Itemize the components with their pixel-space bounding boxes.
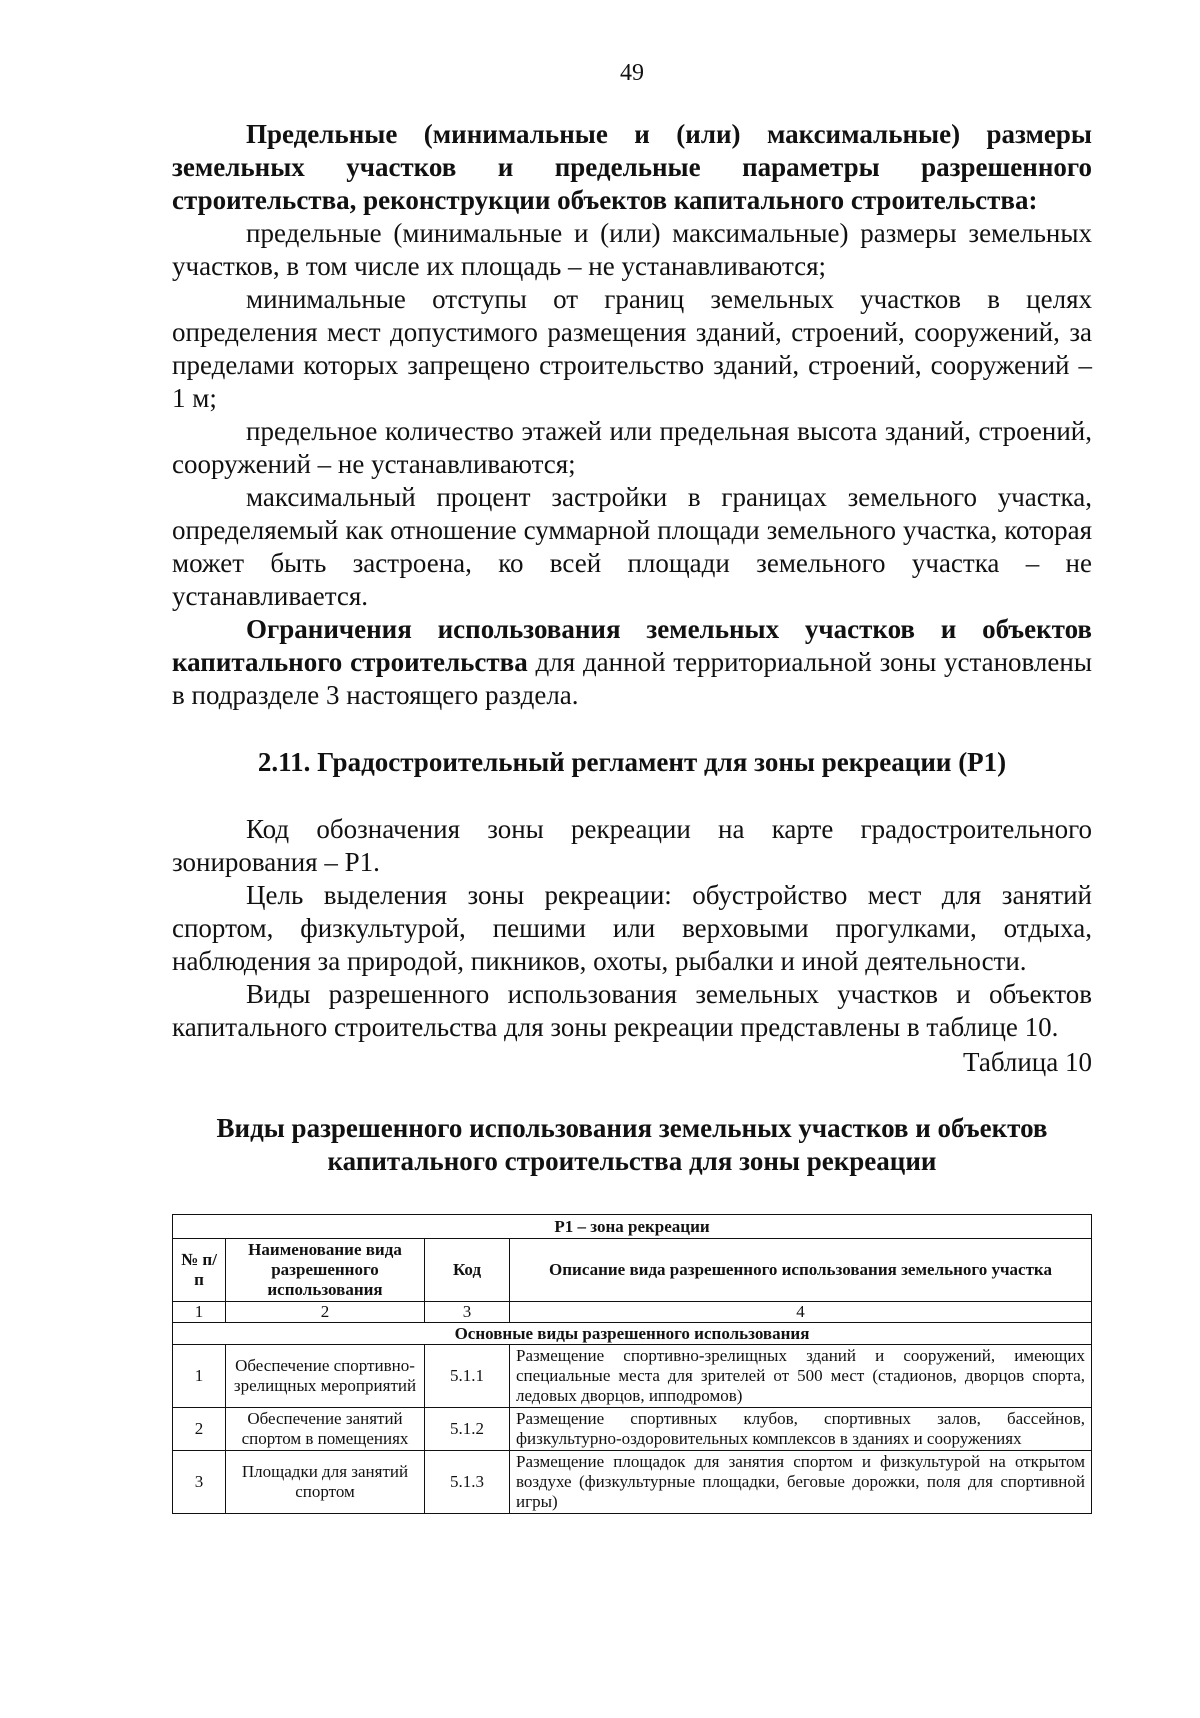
header-name: Наименование вида разрешенного использования [226, 1239, 425, 1302]
header-number: № п/п [173, 1239, 226, 1302]
table-column-numbers-row [173, 1302, 1092, 1323]
table-title: Виды разрешенного использования земельных участков и объектов капитального строительства для зоны рекреации [216, 1113, 1048, 1176]
paragraph-restrictions [172, 613, 1092, 712]
row-description: Размещение спортивно-зрелищных зданий и сооружений, имеющих специальные места для зрителей от 500 мест (стадионов, дворцов спорта, ледовых дворцов, ипподромов) [510, 1345, 1092, 1408]
table-row [173, 1345, 1092, 1408]
header-code: Код [425, 1239, 510, 1302]
table-zone-header-row [173, 1215, 1092, 1239]
row-code: 5.1.3 [425, 1451, 510, 1514]
paragraph-zone-code: Код обозначения зоны рекреации на карте градостроительного зонирования – Р1. [172, 814, 1092, 877]
table-row [173, 1451, 1092, 1514]
row-code: 5.1.2 [425, 1408, 510, 1451]
row-number: 2 [173, 1408, 226, 1451]
row-number: 1 [173, 1345, 226, 1408]
column-number: 2 [226, 1302, 425, 1323]
paragraph-setbacks: минимальные отступы от границ земельных участков в целях определения мест допустимого размещения зданий, строений, сооружений, за пределами которых запрещено строительство зданий, строений, сооружений – 1 м; [172, 284, 1092, 413]
row-name: Обеспечение занятий спортом в помещениях [226, 1408, 425, 1451]
row-name: Площадки для занятий спортом [226, 1451, 425, 1514]
paragraph-zone-purpose: Цель выделения зоны рекреации: обустройство мест для занятий спортом, физкультурой, пешими или верховыми прогулками, отдыха, наблюдения за природой, пикников, охоты, рыбалки и иной деятельности. [172, 880, 1092, 976]
column-number: 1 [173, 1302, 226, 1323]
header-description: Описание вида разрешенного использования земельного участка [510, 1239, 1092, 1302]
row-code: 5.1.1 [425, 1345, 510, 1408]
table-row [173, 1408, 1092, 1451]
group-label: Основные виды разрешенного использования [173, 1323, 1092, 1345]
paragraph-building-percent: максимальный процент застройки в границах земельного участка, определяемый как отношение суммарной площади земельного участка, которая может быть застроена, ко всей площади земельного участка – не устанавливается. [172, 482, 1092, 611]
permitted-use-table [172, 1214, 1092, 1514]
table-caption: Таблица 10 [963, 1047, 1092, 1077]
restrictions-bold-text: Ограничения использования земельных участков и объектов капитального строительства [172, 614, 1092, 677]
restrictions-text: для данной территориальной зоны установлены в подразделе 3 настоящего раздела. [172, 647, 1092, 710]
paragraph-floors: предельное количество этажей или предельная высота зданий, строений, сооружений – не устанавливаются; [172, 416, 1092, 479]
column-number: 3 [425, 1302, 510, 1323]
column-number: 4 [510, 1302, 1092, 1323]
table-header-row [173, 1239, 1092, 1302]
page-number: 49 [620, 60, 644, 86]
paragraph-plot-sizes: предельные (минимальные и (или) максимальные) размеры земельных участков, в том числе их площадь – не устанавливаются; [172, 218, 1092, 281]
paragraph-table-reference: Виды разрешенного использования земельных участков и объектов капитального строительства для зоны рекреации представлены в таблице 10. [172, 979, 1092, 1042]
table-group-row [173, 1323, 1092, 1345]
row-number: 3 [173, 1451, 226, 1514]
row-description: Размещение площадок для занятия спортом и физкультурой на открытом воздухе (физкультурные площадки, беговые дорожки, поля для спортивной игры) [510, 1451, 1092, 1514]
row-description: Размещение спортивных клубов, спортивных залов, бассейнов, физкультурно-оздоровительных комплексов в зданиях и сооружениях [510, 1408, 1092, 1451]
section-title: 2.11. Градостроительный регламент для зоны рекреации (Р1) [257, 747, 1007, 777]
table-zone-header: Р1 – зона рекреации [173, 1215, 1092, 1239]
parameters-heading: Предельные (минимальные и (или) максимальные) размеры земельных участков и предельные параметры разрешенного строительства, реконструкции объектов капитального строительства: [172, 119, 1092, 215]
row-name: Обеспечение спортивно-зрелищных мероприятий [226, 1345, 425, 1408]
